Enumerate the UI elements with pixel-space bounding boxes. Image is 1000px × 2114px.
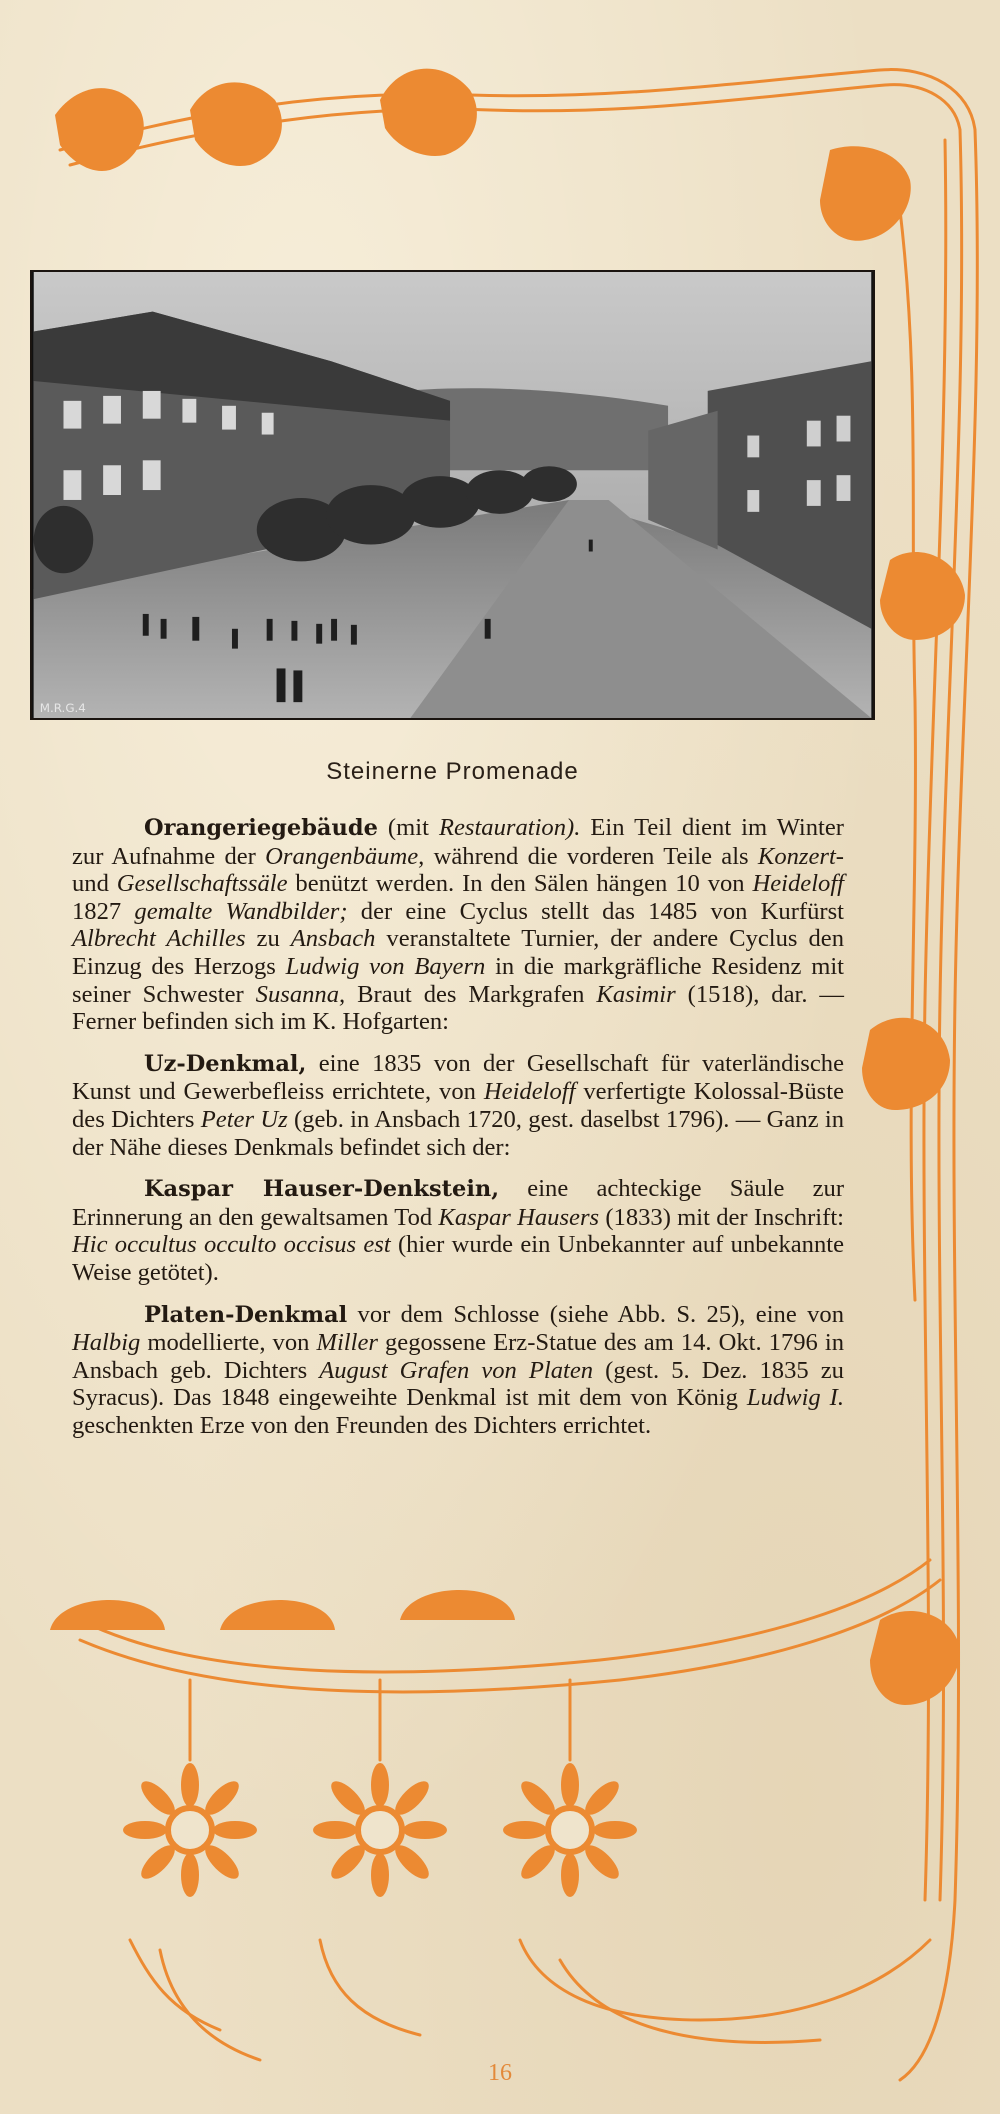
italic-term: Kaspar Hausers: [438, 1203, 600, 1231]
text-run: Braut des Markgrafen: [345, 980, 597, 1008]
heading-term: Kaspar Hauser-Denkstein,: [144, 1176, 500, 1203]
italic-term: Konzert-: [757, 842, 844, 870]
text-run: 1827: [72, 897, 135, 925]
italic-term: Peter Uz: [200, 1105, 288, 1133]
text-run: benützt werden. In den Sälen hängen 10 von: [287, 870, 753, 898]
paragraph: [72, 814, 844, 1036]
italic-term: Albrecht Achilles: [72, 925, 246, 953]
text-run: eine 1835 von der Gesellschaft für vaterländische Kunst und Gewerbefleiss errichtete, von: [72, 1049, 844, 1106]
text-run: (geb. in Ansbach 1720, gest. daselbst 1796). — Ganz in der Nähe dieses Denkmals befindet sich der:: [72, 1105, 844, 1161]
body-text: [72, 814, 844, 1453]
text-run: (1518), dar. — Ferner befinden sich im K. Hofgarten:: [72, 980, 845, 1036]
text-run: eine achteckige Säule zur Erinnerung an den gewaltsamen Tod: [72, 1175, 845, 1231]
text-run: (mit: [377, 814, 439, 841]
italic-term: August Grafen von Platen: [319, 1356, 594, 1384]
italic-term: Miller: [316, 1329, 378, 1357]
italic-term: Orangenbäume,: [265, 842, 425, 870]
heading-term: Orangeriegebäude: [144, 815, 378, 841]
italic-term: Heideloff: [752, 870, 844, 898]
heading-term: Uz-Denkmal,: [144, 1050, 307, 1077]
tulip-bloom-1: [55, 88, 144, 171]
text-run: (gest. 5. Dez. 1835 zu Syracus). Das 1848 eingeweihte Denkmal ist mit dem von König: [72, 1356, 844, 1412]
text-run: Ein Teil dient im Winter zur Aufnahme der: [72, 814, 844, 870]
photo-caption: Steinerne Promenade: [326, 758, 579, 785]
text-run: vor dem Schlosse (siehe Abb. S. 25), eine von: [347, 1300, 844, 1328]
tulip-bloom-3: [380, 69, 477, 156]
paragraph: [72, 1050, 844, 1161]
page-number: 16: [488, 2060, 512, 2086]
italic-term: Restauration).: [438, 814, 581, 841]
text-run: (1833) mit der Inschrift:: [599, 1203, 844, 1231]
street-photo: [30, 270, 875, 720]
italic-term: Halbig: [72, 1329, 141, 1357]
italic-term: Hic occultus occulto occisus est: [72, 1231, 391, 1259]
paragraph: [72, 1301, 844, 1440]
text-run: während die vorderen Teile als: [424, 842, 758, 870]
tulip-bloom-2: [190, 82, 282, 166]
paragraph: [72, 1175, 844, 1286]
text-run: und: [72, 870, 117, 898]
heading-term: Platen-Denkmal: [144, 1301, 348, 1328]
italic-term: Susanna,: [255, 980, 346, 1008]
text-run: modellierte, von: [140, 1329, 317, 1357]
text-run: gegossene Erz-Statue des am 14. Okt. 1796 in Ansbach geb. Dichters: [72, 1329, 845, 1384]
text-run: (hier wurde ein Unbekannter auf unbekannte Weise getötet).: [72, 1231, 845, 1286]
italic-term: Kasimir: [596, 980, 676, 1008]
italic-term: gemalte Wandbilder;: [134, 897, 348, 925]
italic-term: Ludwig I.: [746, 1384, 844, 1412]
text-run: verfertigte Kolossal-Büste des Dichters: [72, 1078, 844, 1133]
italic-term: Ludwig von Bayern: [285, 952, 486, 980]
text-run: der eine Cyclus stellt das 1485 von Kurfürst: [347, 897, 844, 925]
italic-term: Heideloff: [483, 1078, 576, 1106]
photo-mark: M.R.G.4: [39, 701, 86, 716]
street-photo-image: [32, 272, 873, 718]
text-run: zu: [245, 925, 291, 953]
italic-term: Gesellschaftssäle: [116, 870, 288, 898]
text-run: in die markgräfliche Residenz mit seiner Schwester: [72, 952, 844, 1008]
italic-term: Ansbach: [290, 925, 376, 953]
text-run: veranstaltete Turnier, der andere Cyclus den Einzug des Herzogs: [72, 925, 844, 980]
text-run: geschenkten Erze von den Freunden des Dichters errichtet.: [72, 1411, 652, 1439]
